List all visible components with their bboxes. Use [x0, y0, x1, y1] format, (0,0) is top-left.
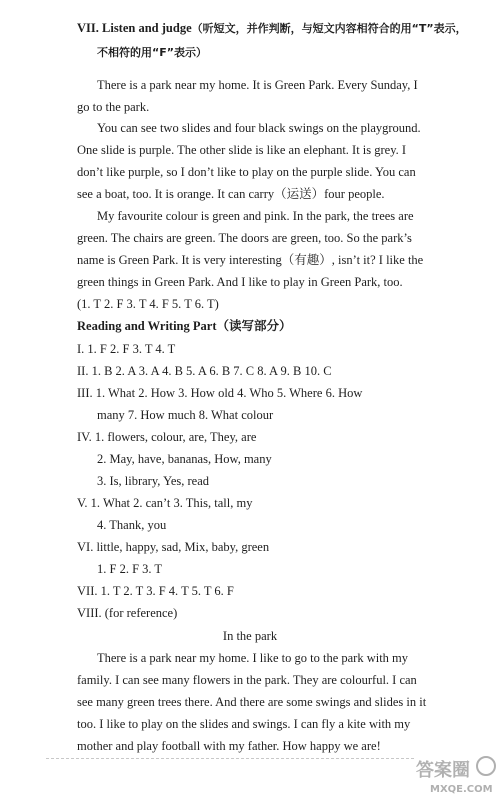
essay-title: In the park — [222, 629, 278, 643]
answer-vi-line-2: 1. F 2. F 3. T — [97, 562, 163, 576]
passage-line: see a boat, too. It is orange. It can carry（运送）four people. — [77, 187, 385, 201]
essay-line: see many green trees there. And there are some swings and slides in it — [77, 695, 427, 709]
section-vii-instruction-2: 不相符的用“F”表示） — [97, 46, 207, 59]
watermark-big-text: 答案圈 — [416, 760, 470, 781]
watermark-logo — [412, 752, 496, 796]
passage-line: don’t like purple, so I don’t like to play on the purple slide. You can — [77, 165, 416, 179]
passage-line: One slide is purple. The other slide is like an elephant. It is grey. I — [77, 143, 407, 157]
section-viii-heading: VIII. (for reference) — [77, 606, 178, 620]
answer-vii: VII. 1. T 2. T 3. F 4. T 5. T 6. F — [77, 584, 234, 598]
passage-line: There is a park near my home. It is Green Park. Every Sunday, I — [97, 78, 418, 92]
watermark-circle-icon — [477, 757, 495, 775]
bottom-divider — [46, 758, 414, 759]
listen-answers: (1. T 2. F 3. T 4. F 5. T 6. T) — [77, 297, 219, 311]
answer-v-line-2: 4. Thank, you — [97, 518, 167, 532]
answer-ii: II. 1. B 2. A 3. A 4. B 5. A 6. B 7. C 8. A 9. B 10. C — [77, 364, 332, 378]
answer-iv-line-1: IV. 1. flowers, colour, are, They, are — [77, 430, 257, 444]
answer-iii-line-1: III. 1. What 2. How 3. How old 4. Who 5. Where 6. How — [77, 386, 363, 400]
answer-v-line-1: V. 1. What 2. can’t 3. This, tall, my — [77, 496, 253, 510]
essay-line: family. I can see many flowers in the park. They are colourful. I can — [77, 673, 417, 687]
section-vii-heading — [77, 20, 500, 37]
answer-vi-line-1: VI. little, happy, sad, Mix, baby, green — [77, 540, 270, 554]
passage-line: My favourite colour is green and pink. In the park, the trees are — [97, 209, 414, 223]
answer-iii-line-2: many 7. How much 8. What colour — [97, 408, 274, 422]
watermark-logo-graphic — [412, 752, 496, 796]
essay-line: There is a park near my home. I like to go to the park with my — [97, 651, 409, 665]
passage-line: You can see two slides and four black swings on the playground. — [97, 121, 421, 135]
answer-iv-line-2: 2. May, have, bananas, How, many — [97, 452, 272, 466]
answer-iv-line-3: 3. Is, library, Yes, read — [97, 474, 210, 488]
section-vii-instruction-1: （听短文，并作判断，与短文内容相符合的用“T”表示， — [191, 22, 467, 35]
section-vii-title: VII. Listen and judge — [77, 21, 192, 35]
passage-line: green. The chairs are green. The doors are green, too. So the park’s — [77, 231, 412, 245]
passage-line: name is Green Park. It is very interesting（有趣）, isn’t it? I like the — [77, 253, 424, 267]
watermark-small-text: MXQE.COM — [430, 784, 493, 795]
essay-line: too. I like to play on the slides and swings. I can fly a kite with my — [77, 717, 411, 731]
answer-i: I. 1. F 2. F 3. T 4. T — [77, 342, 176, 356]
passage-line: go to the park. — [77, 100, 150, 114]
passage-line: green things in Green Park. And I like to play in Green Park, too. — [77, 275, 403, 289]
essay-line: mother and play football with my father. How happy we are! — [77, 739, 381, 753]
reading-writing-heading: Reading and Writing Part（读写部分） — [77, 319, 292, 333]
